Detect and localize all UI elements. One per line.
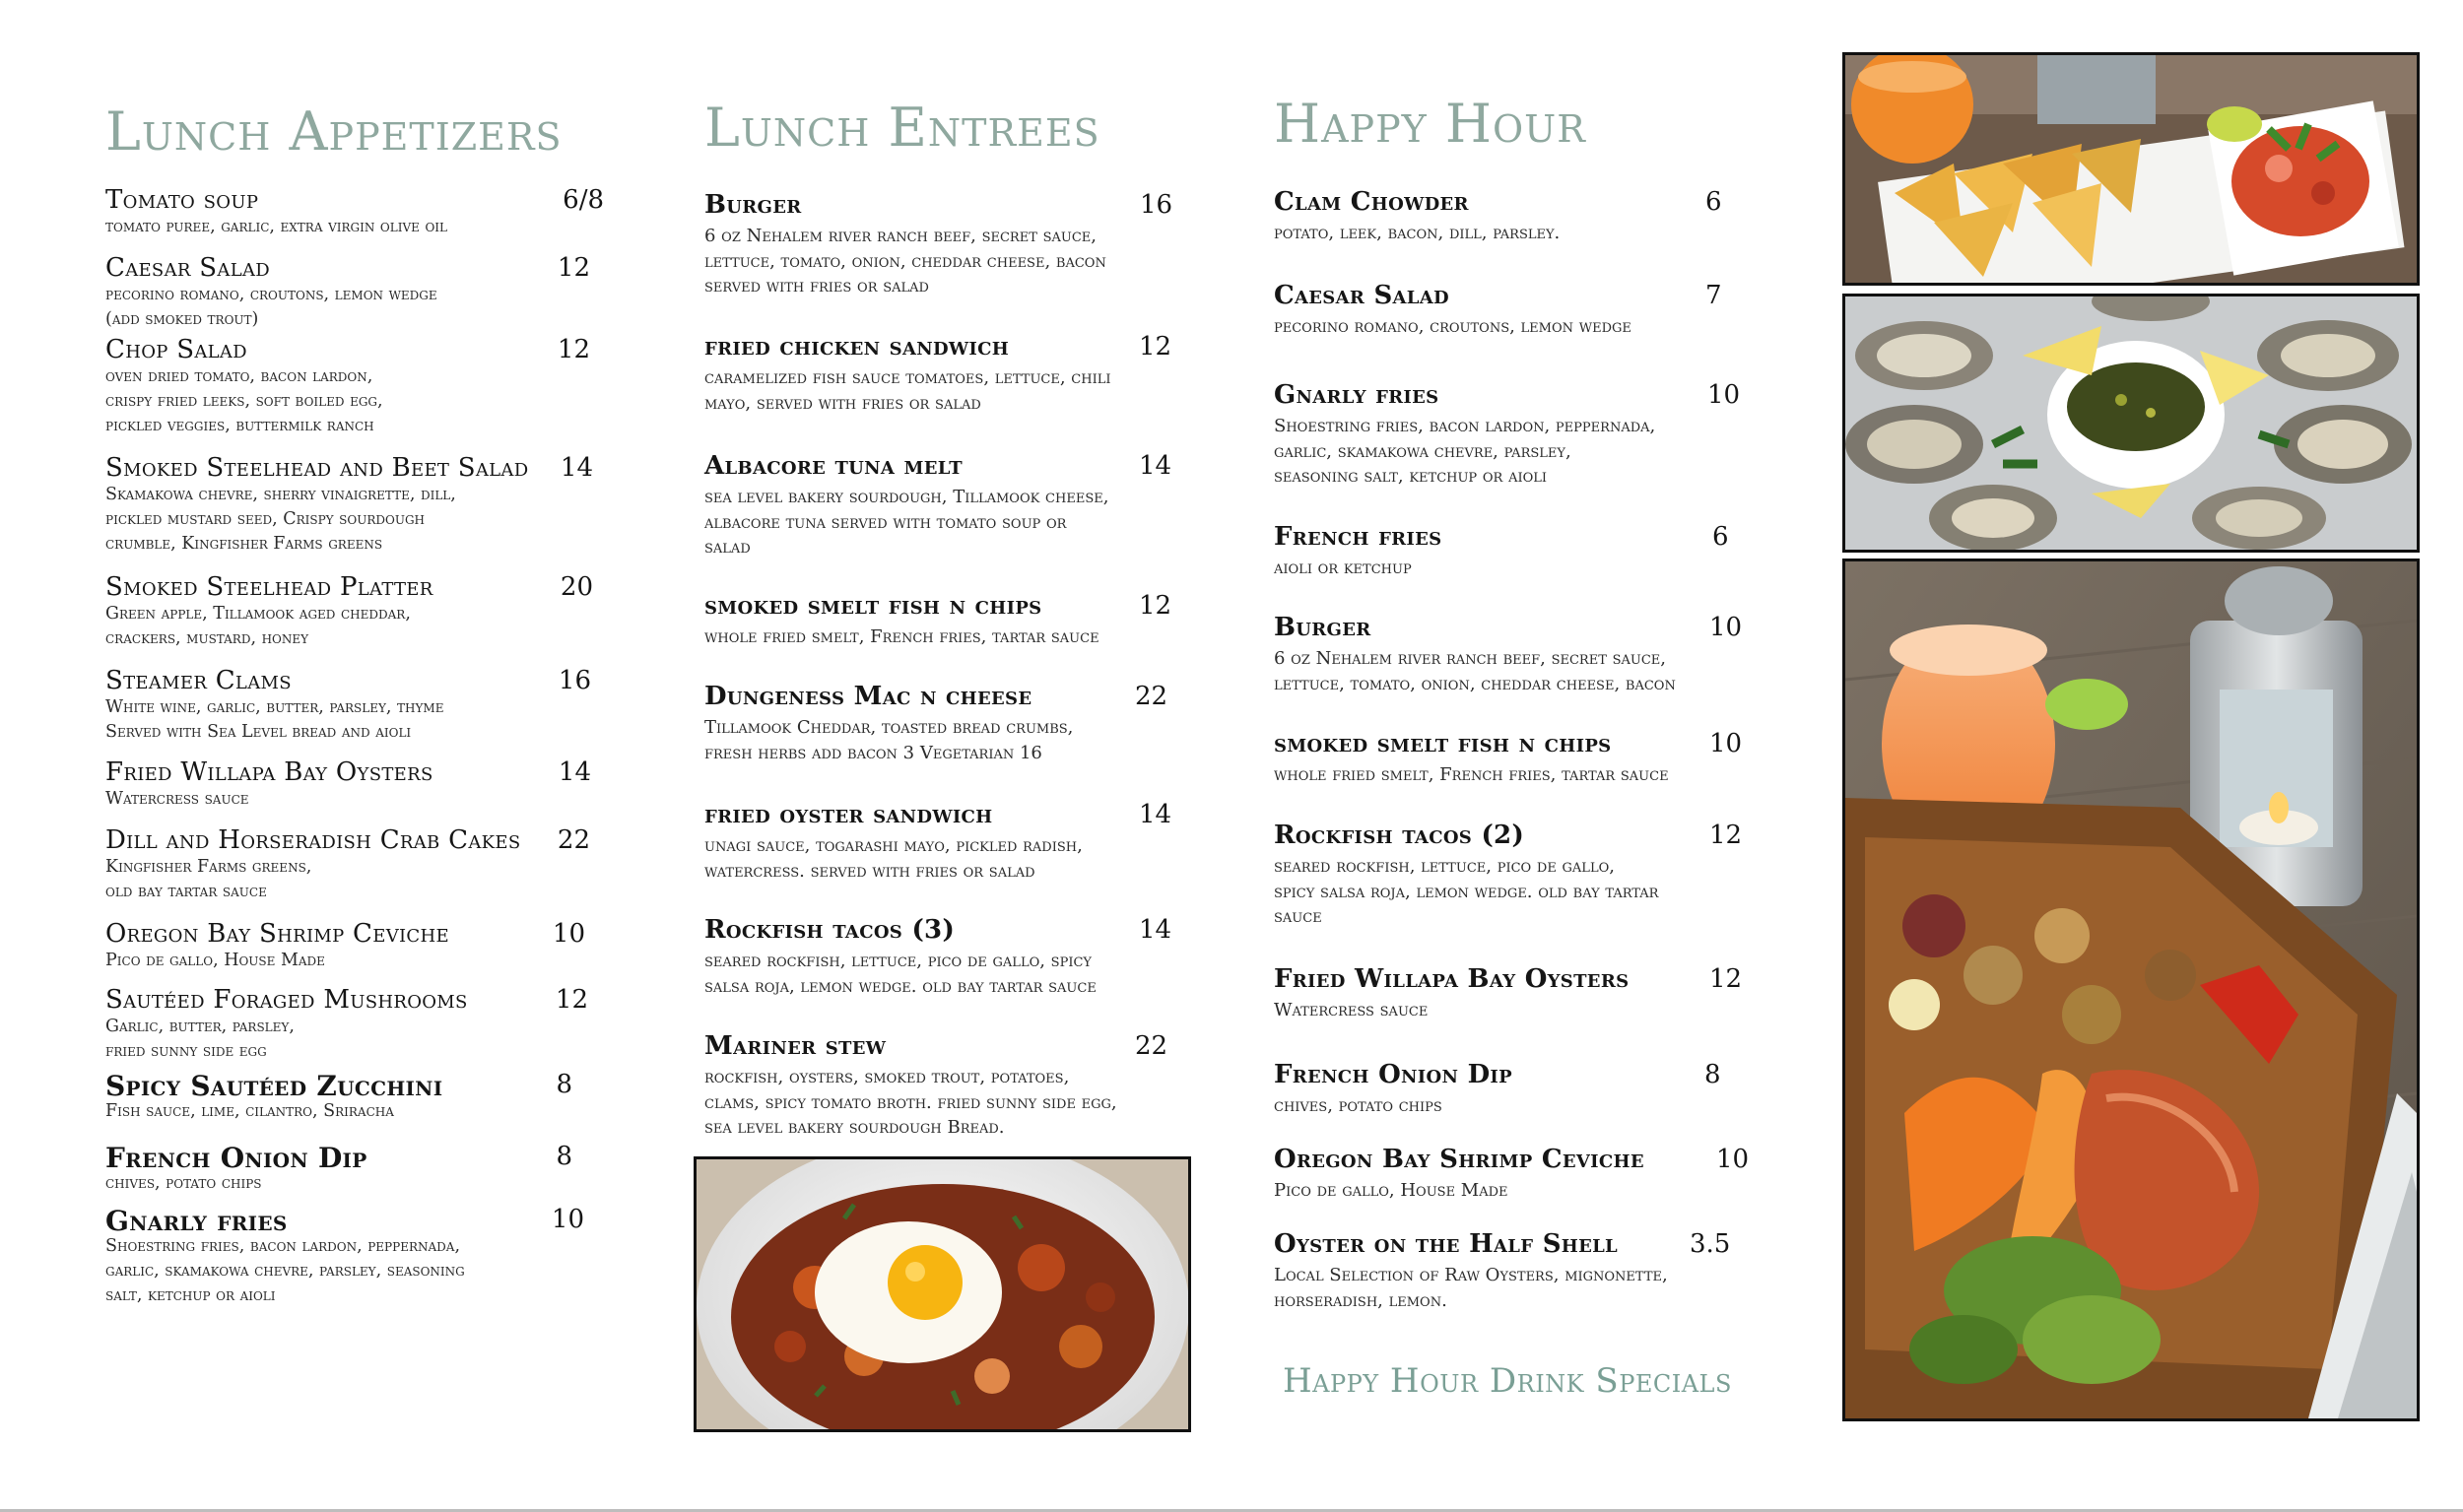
menu-item: [1274, 1060, 1791, 1119]
menu-item: [704, 682, 1217, 765]
item-name: French Onion Dip: [1274, 1060, 1512, 1089]
item-name: Gnarly fries: [1274, 380, 1439, 410]
item-name: Dungeness Mac n cheese: [704, 682, 1032, 711]
item-description: chives, potato chips: [1274, 1095, 1442, 1116]
item-description: chives, potato chips: [105, 1173, 262, 1193]
happy-hour-drink-specials-link[interactable]: Happy Hour Drink Specials: [1283, 1361, 1732, 1401]
item-name: Clam Chowder: [1274, 187, 1469, 217]
item-description: Kingfisher Farms greens, old bay tartar sauce: [105, 857, 312, 901]
menu-item: [105, 757, 591, 812]
item-description: Shoestring fries, bacon lardon, peppernada, garlic, skamakowa chevre, parsley, seasoning salt, ketchup or aioli: [105, 1236, 465, 1305]
lunch-entrees-title: Lunch Entrees: [704, 97, 1100, 159]
item-name: Oyster on the Half Shell: [1274, 1229, 1619, 1259]
item-description: pecorino romano, croutons, lemon wedge: [1274, 316, 1631, 337]
item-price: 14: [1139, 915, 1172, 945]
menu-item: [1274, 964, 1791, 1023]
menu-item: [1274, 281, 1786, 340]
item-name: Caesar Salad: [105, 253, 270, 283]
item-name: Smoked Steelhead Platter: [105, 572, 433, 602]
item-description: whole fried smelt, French fries, tartar sauce: [704, 626, 1099, 647]
menu-item: [105, 919, 585, 973]
menu-item: [704, 915, 1217, 999]
menu-item: [704, 591, 1217, 650]
item-price: 12: [557, 253, 590, 283]
item-name: Rockfish tacos (3): [704, 915, 956, 945]
menu-item: [105, 1142, 572, 1196]
item-description: Local Selection of Raw Oysters, mignonette, horseradish, lemon.: [1274, 1265, 1668, 1311]
menu-item: [105, 572, 593, 651]
item-price: 16: [1140, 190, 1173, 220]
menu-item: [105, 185, 604, 239]
item-description: Green apple, Tillamook aged cheddar, crackers, mustard, honey: [105, 604, 411, 648]
item-price: 8: [1704, 1060, 1721, 1089]
item-description: Tillamook Cheddar, toasted bread crumbs, fresh herbs add bacon 3 Vegetarian 16: [704, 717, 1074, 763]
item-name: Rockfish tacos (2): [1274, 821, 1525, 850]
item-name: Burger: [1274, 613, 1371, 642]
item-price: 20: [560, 572, 593, 602]
item-name: fried chicken sandwich: [704, 332, 1010, 362]
menu-item: [105, 985, 588, 1064]
item-name: Chop Salad: [105, 335, 247, 364]
item-price: 10: [552, 919, 585, 949]
egg-hash-bowl-photo: [694, 1156, 1191, 1432]
item-price: 22: [1135, 1031, 1168, 1061]
item-price: 10: [1716, 1145, 1750, 1174]
menu-item: [105, 1070, 572, 1124]
menu-item: [1274, 187, 1786, 246]
item-name: Spicy Sautéed Zucchini: [105, 1070, 443, 1102]
menu-item: [105, 825, 590, 904]
menu-item: [105, 666, 591, 745]
menu-item: [105, 335, 590, 438]
item-description: Watercress sauce: [1274, 1000, 1429, 1020]
chips-and-ceviche-image: [1845, 55, 2417, 283]
item-name: Sautéed Foraged Mushrooms: [105, 985, 468, 1015]
menu-item: [1274, 1145, 1791, 1204]
menu-item: [105, 1205, 584, 1308]
item-description: oven dried tomato, bacon lardon, crispy fried leeks, soft boiled egg, pickled veggies, buttermilk ranch: [105, 366, 383, 435]
item-price: 6: [1712, 522, 1729, 552]
item-name: Burger: [704, 190, 802, 220]
item-description: Shoestring fries, bacon lardon, peppernada, garlic, skamakowa chevre, parsley, seasoning salt, ketchup or aioli: [1274, 416, 1656, 487]
item-description: Pico de gallo, House Made: [1274, 1180, 1508, 1201]
item-description: pecorino romano, croutons, lemon wedge (add smoked trout): [105, 285, 437, 329]
menu-item: [1274, 613, 1791, 696]
item-description: Watercress sauce: [105, 789, 249, 809]
item-description: rockfish, oysters, smoked trout, potatoes, clams, spicy tomato broth. fried sunny side egg, sea level bakery sourdough Bread.: [704, 1067, 1117, 1138]
menu-item: [704, 332, 1217, 416]
item-name: Caesar Salad: [1274, 281, 1449, 310]
item-description: caramelized fish sauce tomatoes, lettuce, chili mayo, served with fries or salad: [704, 367, 1111, 414]
item-name: Mariner stew: [704, 1031, 887, 1061]
item-name: Tomato soup: [105, 185, 259, 215]
lunch-appetizers-title: Lunch Appetizers: [105, 100, 563, 163]
item-price: 3.5: [1690, 1229, 1731, 1259]
item-description: tomato puree, garlic, extra virgin olive oil: [105, 217, 447, 236]
item-name: French Onion Dip: [105, 1142, 367, 1174]
item-name: Oregon Bay Shrimp Ceviche: [105, 919, 449, 949]
item-description: whole fried smelt, French fries, tartar sauce: [1274, 764, 1669, 785]
menu-item: [704, 800, 1217, 884]
item-name: Dill and Horseradish Crab Cakes: [105, 825, 521, 855]
item-price: 22: [1135, 682, 1168, 711]
item-description: 6 oz Nehalem river ranch beef, secret sauce, lettuce, tomato, onion, cheddar cheese, bacon: [1274, 648, 1676, 694]
item-price: 16: [558, 666, 591, 695]
item-name: Fried Willapa Bay Oysters: [1274, 964, 1630, 994]
item-price: 6/8: [563, 185, 604, 215]
item-description: aioli or ketchup: [1274, 558, 1412, 578]
item-price: 8: [556, 1142, 572, 1171]
menu-item: [1274, 522, 1786, 581]
item-name: Gnarly fries: [105, 1205, 288, 1237]
item-description: unagi sauce, togarashi mayo, pickled radish, watercress. served with fries or salad: [704, 835, 1083, 882]
menu-item: [1274, 729, 1791, 788]
item-description: 6 oz Nehalem river ranch beef, secret sauce, lettuce, tomato, onion, cheddar cheese, bacon served with fries or salad: [704, 226, 1106, 296]
item-description: Pico de gallo, House Made: [105, 951, 325, 970]
item-price: 12: [1709, 821, 1743, 850]
oysters-photo: [1842, 294, 2420, 553]
item-description: sea level bakery sourdough, Tillamook cheese, albacore tuna served with tomato soup or salad: [704, 487, 1109, 558]
smoked-salmon-platter-photo: [1842, 559, 2420, 1421]
item-price: 12: [555, 985, 588, 1015]
item-price: 12: [1139, 332, 1172, 362]
item-price: 12: [557, 335, 590, 364]
item-price: 14: [558, 757, 591, 787]
chips-and-ceviche-photo: [1842, 52, 2420, 286]
item-price: 7: [1705, 281, 1722, 310]
menu-item: [1274, 1229, 1791, 1313]
item-name: smoked smelt fish n chips: [1274, 729, 1612, 758]
egg-hash-bowl-image: [697, 1159, 1188, 1429]
menu-item: [105, 453, 593, 557]
item-price: 8: [556, 1070, 572, 1099]
item-price: 14: [1139, 800, 1172, 829]
oysters-image: [1845, 296, 2417, 550]
item-description: Fish sauce, lime, cilantro, Sriracha: [105, 1101, 394, 1121]
item-name: French fries: [1274, 522, 1442, 552]
item-name: smoked smelt fish n chips: [704, 591, 1042, 621]
menu-item: [1274, 821, 1791, 930]
item-price: 12: [1139, 591, 1172, 621]
menu-item: [704, 190, 1217, 299]
item-price: 6: [1705, 187, 1722, 217]
item-description: White wine, garlic, butter, parsley, thyme Served with Sea Level bread and aioli: [105, 697, 444, 742]
item-price: 22: [557, 825, 590, 855]
item-name: fried oyster sandwich: [704, 800, 993, 829]
item-description: potato, leek, bacon, dill, parsley.: [1274, 223, 1561, 243]
item-price: 10: [1707, 380, 1741, 410]
item-name: Fried Willapa Bay Oysters: [105, 757, 433, 787]
item-description: seared rockfish, lettuce, pico de gallo, spicy salsa roja, lemon wedge. old bay tartar sauce: [704, 951, 1097, 997]
item-name: Albacore tuna melt: [704, 451, 963, 481]
item-price: 10: [1709, 729, 1743, 758]
item-price: 12: [1709, 964, 1743, 994]
menu-item: [704, 451, 1217, 560]
menu-item: [1274, 380, 1791, 490]
item-name: Steamer Clams: [105, 666, 292, 695]
item-price: 14: [1139, 451, 1172, 481]
item-description: Skamakowa chevre, sherry vinaigrette, dill, pickled mustard seed, Crispy sourdough crumble, Kingfisher Farms greens: [105, 485, 456, 554]
item-price: 10: [551, 1205, 584, 1234]
item-description: seared rockfish, lettuce, pico de gallo, spicy salsa roja, lemon wedge. old bay tartar sauce: [1274, 856, 1659, 927]
happy-hour-title: Happy Hour: [1274, 93, 1586, 155]
menu-item: [105, 253, 590, 332]
item-description: Garlic, butter, parsley, fried sunny side egg: [105, 1017, 295, 1061]
item-name: Smoked Steelhead and Beet Salad: [105, 453, 529, 483]
smoked-salmon-platter-image: [1845, 561, 2417, 1418]
item-name: Oregon Bay Shrimp Ceviche: [1274, 1145, 1644, 1174]
menu-item: [704, 1031, 1217, 1141]
item-price: 10: [1709, 613, 1743, 642]
item-price: 14: [560, 453, 593, 483]
